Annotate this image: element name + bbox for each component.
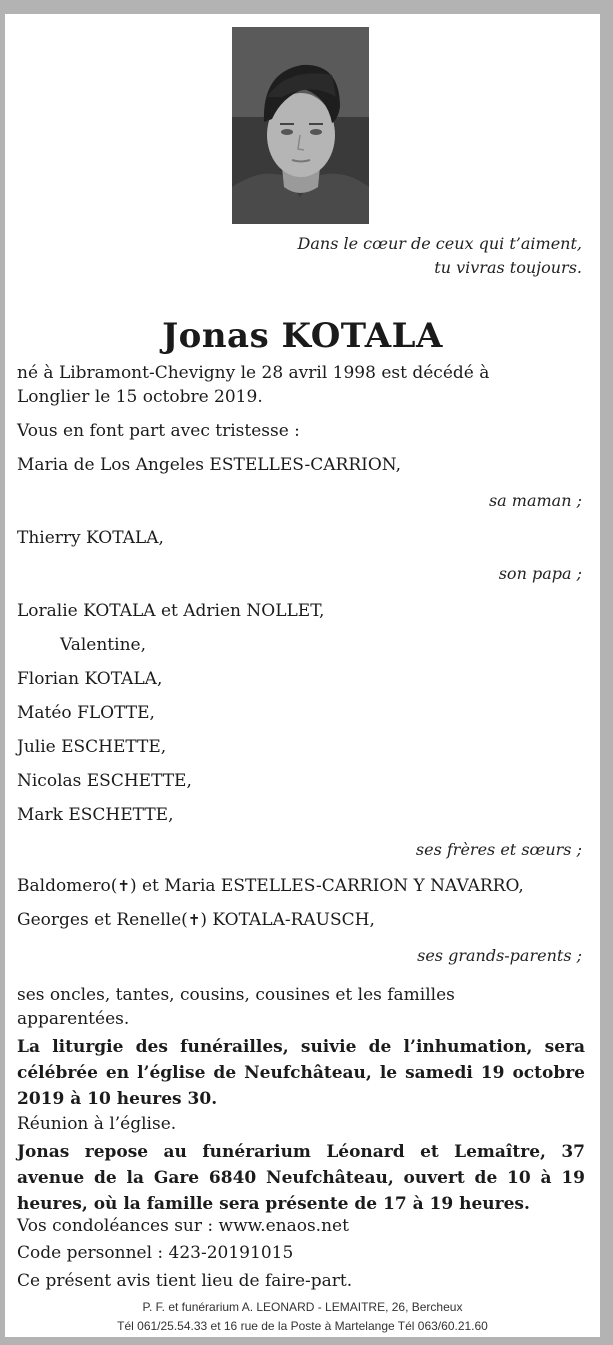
cross-icon: ✝ <box>187 911 201 929</box>
intro-text: Vous en font part avec tristesse : <box>17 421 300 441</box>
grandparents-role: ses grands-parents ; <box>417 946 582 965</box>
portrait-image <box>232 27 369 224</box>
siblings-role: ses frères et sœurs ; <box>415 840 582 859</box>
grandparent-name-d: ) KOTALA-RAUSCH, <box>200 910 375 930</box>
quote-line-1: Dans le cœur de ceux qui t’aiment, <box>297 234 582 253</box>
cross-icon: ✝ <box>117 877 130 895</box>
sibling-item: Mark ESCHETTE, <box>17 805 174 825</box>
deceased-name: Jonas KOTALA <box>162 316 443 356</box>
liturgy-paragraph: La liturgie des funérailles, suivie de l’inhumation, sera célébrée en l’église de Neufchâteau, le samedi 19 octobre 2019 à 10 heures 30. <box>17 1037 585 1109</box>
portrait-photo <box>232 27 369 224</box>
footer-line-1: P. F. et funérarium A. LEONARD - LEMAITRE, 26, Bercheux <box>142 1300 463 1314</box>
birth-death-line-2: Longlier le 15 octobre 2019. <box>17 387 263 407</box>
sibling-item: Florian KOTALA, <box>17 669 163 689</box>
mother-role: sa maman ; <box>488 491 582 510</box>
birth-death-line-1: né à Libramont-Chevigny le 28 avril 1998 est décédé à <box>17 363 490 383</box>
sibling-item: Loralie KOTALA et Adrien NOLLET, <box>17 601 325 621</box>
meeting-text: Réunion à l’église. <box>17 1114 177 1134</box>
rest-paragraph: Jonas repose au funérarium Léonard et Lemaître, 37 avenue de la Gare 6840 Neufchâteau, ouvert de 10 à 19 heures, où la famille sera présente de 17 à 19 heures. <box>17 1142 585 1214</box>
notice-text: Ce présent avis tient lieu de faire-part. <box>17 1271 353 1291</box>
quote-line-2: tu vivras toujours. <box>434 258 582 277</box>
grandparent-name-a: Baldomero( <box>17 876 118 896</box>
grandparents-line-1 <box>17 876 524 896</box>
obituary-card <box>5 14 600 1337</box>
sibling-item: Julie ESCHETTE, <box>17 737 167 757</box>
footer-line-2: Tél 061/25.54.33 et 16 rue de la Poste à Martelange Tél 063/60.21.60 <box>117 1319 488 1333</box>
sibling-item: Valentine, <box>60 635 146 655</box>
grandparents-line-2 <box>17 910 375 930</box>
family-line-2: apparentées. <box>17 1009 130 1029</box>
mother-name: Maria de Los Angeles ESTELLES-CARRION, <box>17 455 401 475</box>
father-name: Thierry KOTALA, <box>17 528 164 548</box>
family-line-1: ses oncles, tantes, cousins, cousines et les familles <box>17 985 455 1005</box>
father-role: son papa ; <box>498 564 582 583</box>
grandparent-name-b: ) et Maria ESTELLES-CARRION Y NAVARRO, <box>129 876 524 896</box>
sibling-item: Nicolas ESCHETTE, <box>17 771 192 791</box>
grandparent-name-c: Georges et Renelle( <box>17 910 188 930</box>
condolences-text: Vos condoléances sur : www.enaos.net <box>17 1216 349 1236</box>
sibling-item: Matéo FLOTTE, <box>17 703 155 723</box>
personal-code: Code personnel : 423-20191015 <box>17 1243 294 1263</box>
